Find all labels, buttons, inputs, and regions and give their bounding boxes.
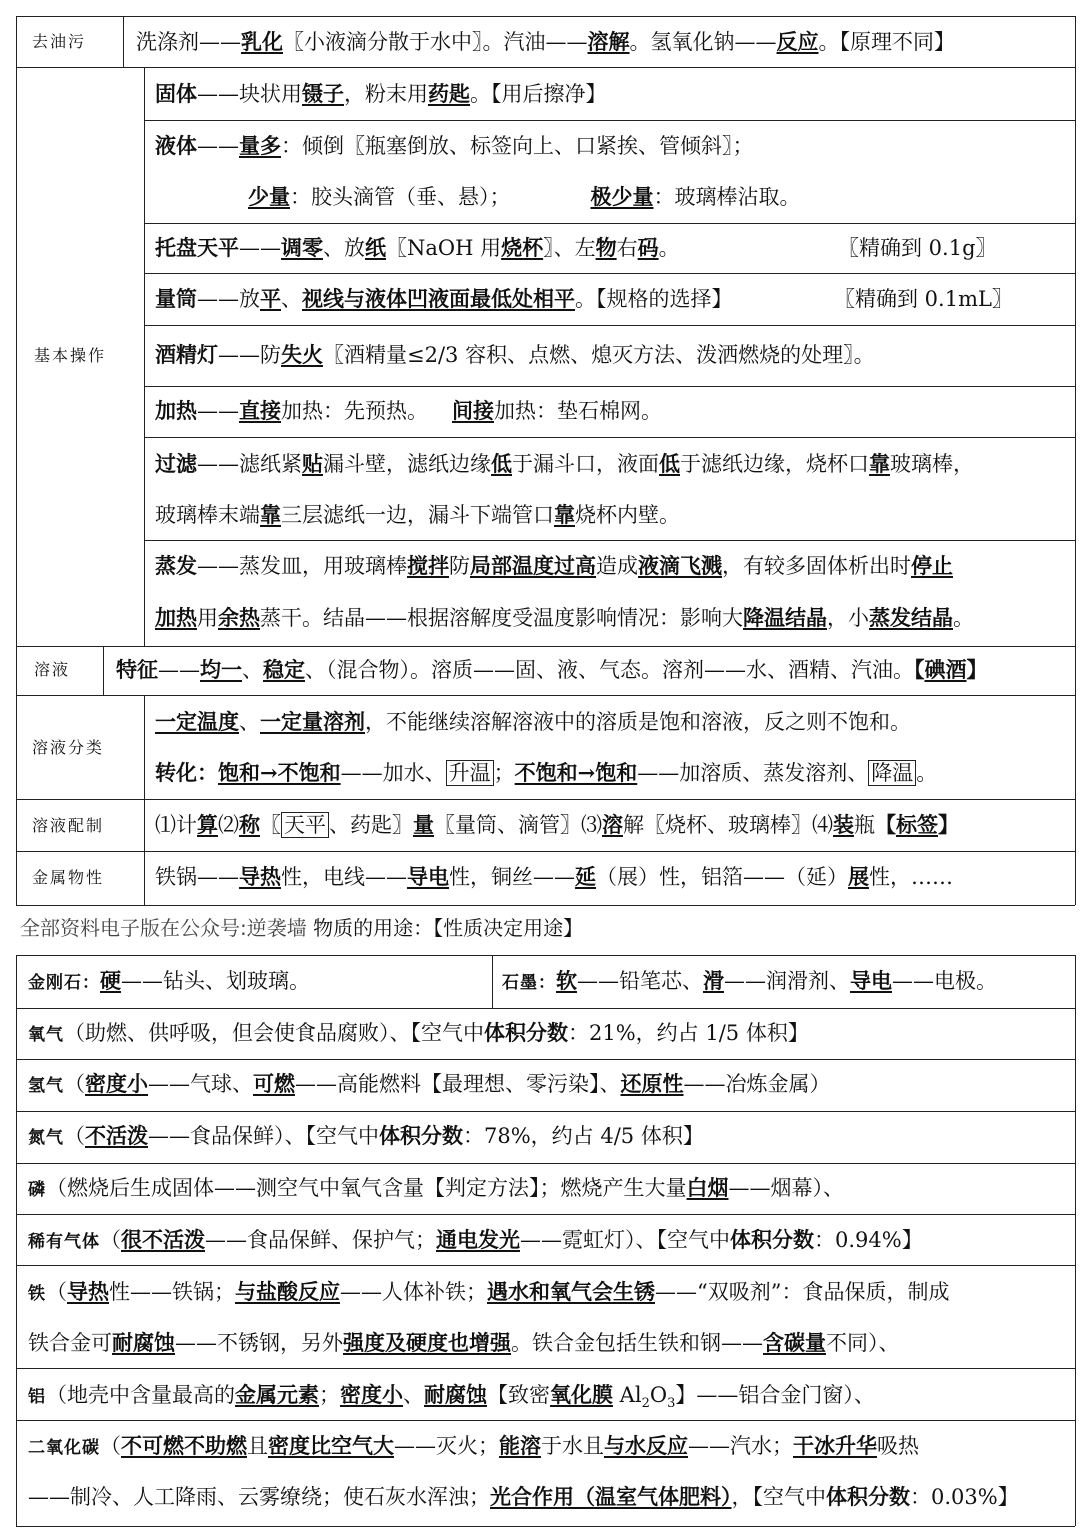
co2-row-line1: 二氧化碳（不可燃不助燃且密度比空气大——灭火；能溶于水且与水反应——汽水；干冰升华吸热 [28,1433,919,1458]
basic-balance: 托盘天平——调零、放纸〖NaOH 用烧杯〗、左物右码。 [155,235,680,260]
basic-cylinder-precision: 〖精确到 0.1mL〗 [834,287,1013,311]
aluminum-row: 铝（地壳中含量最高的金属元素；密度小、耐腐蚀【致密氧化膜 $Al_2O_3$】——铝合金门窗）、 [28,1382,875,1412]
solution-text: 特征——均一、稳定、（混合物）。溶质——固、液、气态。溶剂——水、酒精、汽油。【碘酒】 [116,657,988,682]
basic-filter-line2: 玻璃棒末端靠三层滤纸一边，漏斗下端管口靠烧杯内壁。 [155,502,680,527]
iron-row-line2: 铁合金可耐腐蚀——不锈钢，另外强度及硬度也增强。铁合金包括生铁和钢——含碳量不同）、 [28,1330,900,1355]
metal-text: 铁锅——导热性，电线——导电性，铜丝——延（展）性，铝箔——（延）展性，…… [155,864,953,889]
basic-filter-line1: 过滤——滤纸紧贴漏斗壁，滤纸边缘低于漏斗口，液面低于滤纸边缘，烧杯口靠玻璃棒， [155,451,974,476]
basic-liquid-line2: 少量：胶头滴管（垂、悬）； 极少量：玻璃棒沾取。 [248,184,801,209]
noble-gas-row: 稀有气体（很不活泼——食品保鲜、保护气；通电发光——霓虹灯）、【空气中体积分数：0.94%】 [28,1227,923,1252]
hydrogen-row: 氢气（密度小——气球、可燃——高能燃料【最理想、零污染】、还原性——冶炼金属） [28,1071,831,1096]
phosphorus-row: 磷（燃烧后生成固体——测空气中氧气含量【判定方法】；燃烧产生大量白烟——烟幕）、 [28,1175,844,1200]
graphite-row: 石墨：软——铅笔芯、滑——润滑剂、导电——电极。 [502,968,997,993]
row-label-quyouwu: 去油污 [32,32,87,51]
basic-heat: 加热——直接加热：先预热。 间接加热：垫石棉网。 [155,398,662,423]
basic-solid: 固体——块状用镊子，粉末用药匙。【用后擦净】 [155,81,607,106]
row-label-classify: 溶液分类 [32,738,105,757]
row-label-basic-ops: 基本操作 [34,346,107,365]
classify-line1: 一定温度、一定量溶剂，不能继续溶解溶液中的溶质是饱和溶液，反之则不饱和。 [155,709,911,734]
row-label-prepare: 溶液配制 [32,816,105,835]
uses-heading: 物质的用途：【性质决定用途】 [306,916,584,940]
row-label-solution: 溶液 [34,660,71,679]
basic-cylinder: 量筒——放平、视线与液体凹液面最低处相平。【规格的选择】 [155,286,733,311]
classify-line2: 转化：饱和→不饱和——加水、 升温 ；不饱和→饱和——加溶质、蒸发溶剂、 降温 。 [155,760,938,785]
basic-lamp: 酒精灯——防失火〖酒精量≤2/3 容积、点燃、熄灭方法、泼洒燃烧的处理〗。 [155,342,875,367]
basic-evaporate-line1: 蒸发——蒸发皿，用玻璃棒搅拌防局部温度过高造成液滴飞溅，有较多固体析出时停止 [155,553,953,578]
nitrogen-row: 氮气（不活泼——食品保鲜）、【空气中体积分数：78%，约占 4/5 体积】 [28,1123,704,1148]
quyouwu-text: 洗涤剂——乳化〖小液滴分散于水中〗。汽油——溶解。氢氧化钠——反应。【原理不同】 [136,29,955,54]
oxygen-row: 氧气（助燃、供呼吸，但会使食品腐败）、【空气中体积分数：21%，约占 1/5 体积】 [28,1020,809,1045]
section-heading-uses [20,913,583,943]
basic-balance-precision: 〖精确到 0.1g〗 [838,236,997,260]
row-label-metal: 金属物性 [32,868,105,887]
basic-liquid-line1: 液体——量多：倾倒〖瓶塞倒放、标签向上、口紧挨、管倾斜〗； [155,133,754,158]
prepare-text: ⑴计算⑵称〖 天平 、药匙〗量〖量筒、滴管〗⑶溶解〖烧杯、玻璃棒〗⑷装瓶【标签】 [155,812,959,837]
watermark-note: 全部资料电子版在公众号:逆袭墙 [20,916,307,940]
basic-evaporate-line2: 加热用余热蒸干。结晶——根据溶解度受温度影响情况：影响大降温结晶，小蒸发结晶。 [155,605,974,630]
iron-row-line1: 铁（导热性——铁锅；与盐酸反应——人体补铁；遇水和氧气会生锈——“双吸剂”：食品保质，制成 [28,1279,950,1304]
diamond-row: 金刚石：硬——钻头、划玻璃。 [28,968,310,993]
co2-row-line2: ——制冷、人工降雨、云雾缭绕；使石灰水浑浊；光合作用（温室气体肥料），【空气中体积分数：0.03%】 [28,1484,1019,1509]
